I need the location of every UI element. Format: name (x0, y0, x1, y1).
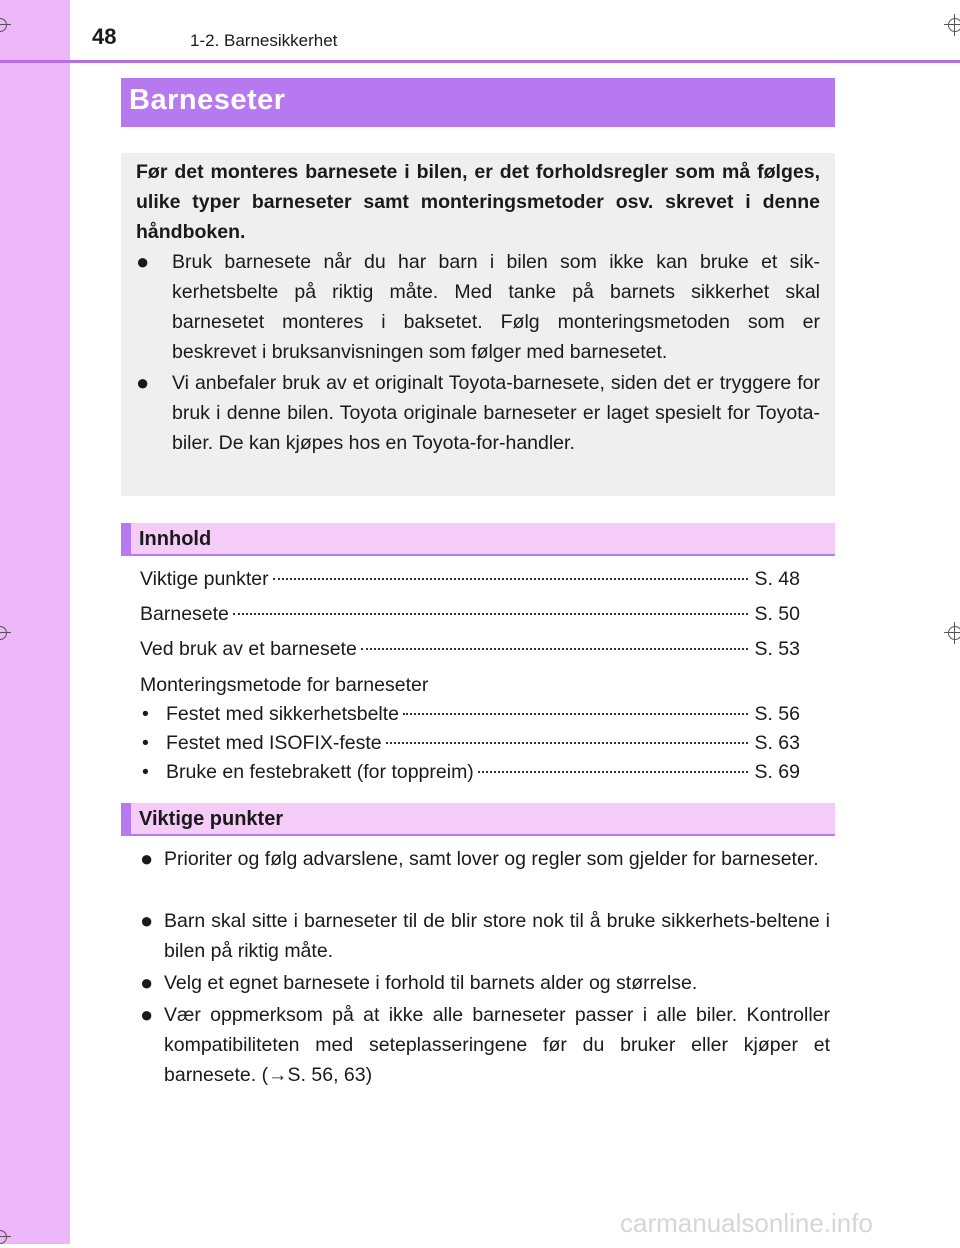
title-bar (121, 78, 835, 127)
key-point-text: Velg et egnet barnesete i forhold til barnets alder og størrelse. (164, 972, 698, 994)
dot-leader (361, 648, 749, 650)
key-point-item (140, 1000, 830, 1090)
registration-mark-icon (0, 1226, 11, 1248)
registration-mark-icon (0, 622, 11, 644)
toc-row[interactable] (140, 565, 800, 593)
registration-mark-icon (944, 622, 960, 644)
intro-bullet (136, 247, 820, 367)
toc-page-ref: S. 50 (754, 603, 800, 625)
key-point-text: Barn skal sitte i barneseter til de blir store nok til å bruke sikkerhets-beltene i bilen på riktig måte. (164, 910, 830, 962)
toc-page-ref: S. 63 (754, 732, 800, 754)
toc-entry-label: Barnesete (140, 603, 229, 625)
page-title: Barneseter (129, 84, 286, 116)
toc-subrow[interactable] (140, 700, 800, 728)
intro-box (121, 153, 835, 496)
dot-leader (386, 742, 749, 744)
page-number: 48 (92, 24, 117, 49)
toc-entry-label: Ved bruk av et barnesete (140, 638, 357, 660)
key-point-item (140, 844, 830, 904)
intro-bullet (136, 368, 820, 488)
toc-page-ref: S. 53 (754, 638, 800, 660)
contents-heading: Innhold (139, 528, 212, 550)
section-path: 1-2. Barnesikkerhet (190, 31, 338, 50)
key-point-text: Prioriter og følg advarslene, samt lover og regler som gjelder for barneseter. (164, 848, 819, 870)
bullet-icon: • (142, 703, 149, 725)
bullet-icon: • (142, 761, 149, 783)
intro-bullet-text: Vi anbefaler bruk av et originalt Toyota-barnesete, siden det er tryggere for bruk i denne bilen. Toyota originale barneseter er laget spesielt for Toyota-biler. De kan kjøpes hos en Toyota-for-handler. (172, 372, 820, 454)
toc-subrow[interactable] (140, 758, 800, 786)
toc-group-label: Monteringsmetode for barneseter (140, 674, 429, 696)
contents-header (121, 523, 835, 556)
toc-entry-label: Viktige punkter (140, 568, 269, 590)
dot-leader (273, 578, 749, 580)
key-point-item (140, 968, 830, 998)
bullet-icon: ● (140, 846, 154, 871)
watermark: carmanualsonline.info (620, 1208, 873, 1238)
bullet-icon: ● (136, 370, 150, 395)
intro-lead: Før det monteres barnesete i bilen, er det forholdsregler som må følges, ulike typer barneseter samt monteringsmetoder osv. skrevet i denne håndboken. (136, 161, 820, 243)
toc-entry-label: Festet med ISOFIX-feste (166, 732, 382, 754)
dot-leader (478, 771, 749, 773)
key-points-heading: Viktige punkter (139, 808, 284, 830)
key-points-header (121, 803, 835, 836)
bullet-icon: ● (140, 970, 154, 995)
toc-subrow[interactable] (140, 729, 800, 757)
toc-entry-label: Bruke en festebrakett (for toppreim) (166, 761, 474, 783)
bullet-icon: ● (140, 1002, 154, 1027)
intro-bullet-text: Bruk barnesete når du har barn i bilen som ikke kan bruke et sik-kerhetsbelte på riktig måte. Med tanke på barnets sikkerhet skal barnesetet monteres i baksetet. Følg monteringsmetoden som er beskrevet i bruksanvisningen som følger med barnesetet. (172, 251, 820, 363)
bullet-icon: ● (136, 249, 150, 274)
key-point-text: Vær oppmerksom på at ikke alle barneseter passer i alle biler. Kontroller kompatibiliteten med seteplasseringene før du bruker eller kjøper et barnesete. (→S. 56, 63) (164, 1004, 830, 1086)
dot-leader (233, 613, 749, 615)
dot-leader (403, 713, 748, 715)
registration-mark-icon (944, 14, 960, 36)
bullet-icon: • (142, 732, 149, 754)
header-rule (0, 60, 960, 63)
key-point-item (140, 906, 830, 966)
bullet-icon: ● (140, 908, 154, 933)
toc-page-ref: S. 56 (754, 703, 800, 725)
toc-row[interactable] (140, 600, 800, 628)
toc-row[interactable] (140, 635, 800, 663)
toc-page-ref: S. 48 (754, 568, 800, 590)
toc-page-ref: S. 69 (754, 761, 800, 783)
toc-entry-label: Festet med sikkerhetsbelte (166, 703, 400, 725)
registration-mark-icon (0, 14, 11, 36)
